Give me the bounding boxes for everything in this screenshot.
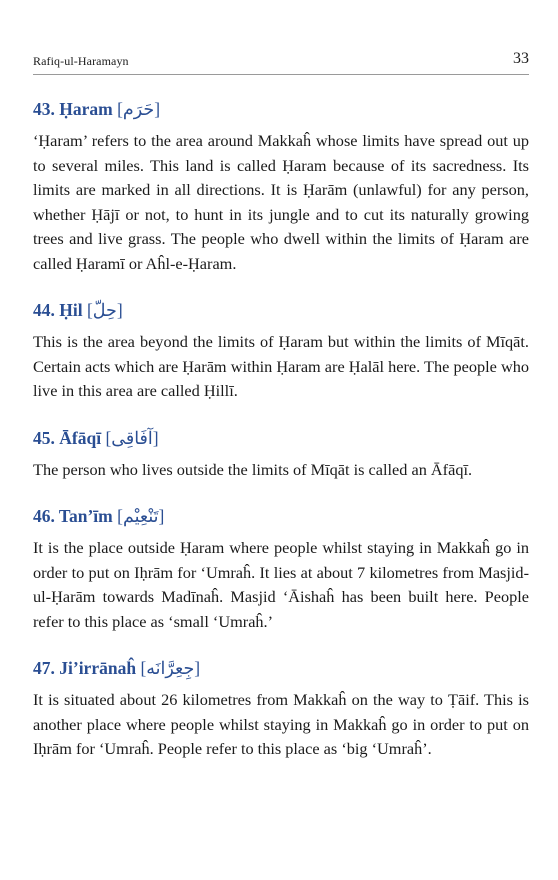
arabic-term: [حَرَم] <box>117 99 161 119</box>
section-hil <box>33 298 529 404</box>
section-title: 44. Ḥil <box>33 300 83 320</box>
section-title: 43. Ḥaram <box>33 99 113 119</box>
section-heading <box>33 656 529 680</box>
section-title: 45. Āfāqī <box>33 427 102 448</box>
section-tanim <box>33 504 529 634</box>
page-number: 33 <box>513 50 529 67</box>
section-paragraph: This is the area beyond the limits of Ḥaram but within the limits of Mīqāt. Certain acts which are Ḥarām within Ḥaram are Ḥalāl here. The people who live in this area are called Ḥillī. <box>33 332 529 400</box>
section-heading <box>33 426 529 450</box>
page-body <box>33 97 529 784</box>
section-paragraph: It is situated about 26 kilometres from Makkaĥ on the way to Ṭāif. This is another place where people whilst staying in Makkaĥ go in order to put on Iḥrām for ‘Umraĥ. People refer to this place as ‘big ‘Umraĥ’. <box>33 690 529 758</box>
arabic-term: [حِلّ] <box>86 300 123 320</box>
section-heading <box>33 97 529 121</box>
section-jiirranah <box>33 656 529 762</box>
section-afaqi <box>33 426 529 483</box>
section-title: 47. Ji’irrānaĥ <box>33 658 137 678</box>
section-paragraph: The person who lives outside the limits of Mīqāt is called an Āfāqī. <box>33 459 473 479</box>
section-haram <box>33 97 529 276</box>
running-header <box>33 46 529 75</box>
section-title: 46. Tan’īm <box>33 506 113 526</box>
arabic-term: [تَنْعِيْم] <box>117 506 165 526</box>
book-title: Rafiq-ul-Haramayn <box>33 54 129 68</box>
section-heading <box>33 504 529 528</box>
arabic-term: [آفَاقِی] <box>105 427 159 448</box>
section-paragraph: It is the place outside Ḥaram where people whilst staying in Makkaĥ go in order to put on Iḥrām for ‘Umraĥ. It lies at about 7 kilometres from Masjid-ul-Ḥarām towards Madīnaĥ. Masjid ‘Āishaĥ has been built here. People refer to this place as ‘small ‘Umraĥ.’ <box>33 538 529 631</box>
section-paragraph: ‘Ḥaram’ refers to the area around Makkaĥ whose limits have spread out up to several miles. This land is called Ḥaram because of its sacredness. Its limits are marked in all directions. It is Ḥarām (unlawful) for any person, whether Ḥājī or not, to hunt in its jungle and to cut its naturally growing trees and live grass. The people who dwell within the limits of Ḥaram are called Ḥaramī or Aĥl-e-Ḥaram. <box>33 131 529 273</box>
arabic-term: [جِعِرَّانَه] <box>140 658 201 678</box>
section-heading <box>33 298 529 322</box>
